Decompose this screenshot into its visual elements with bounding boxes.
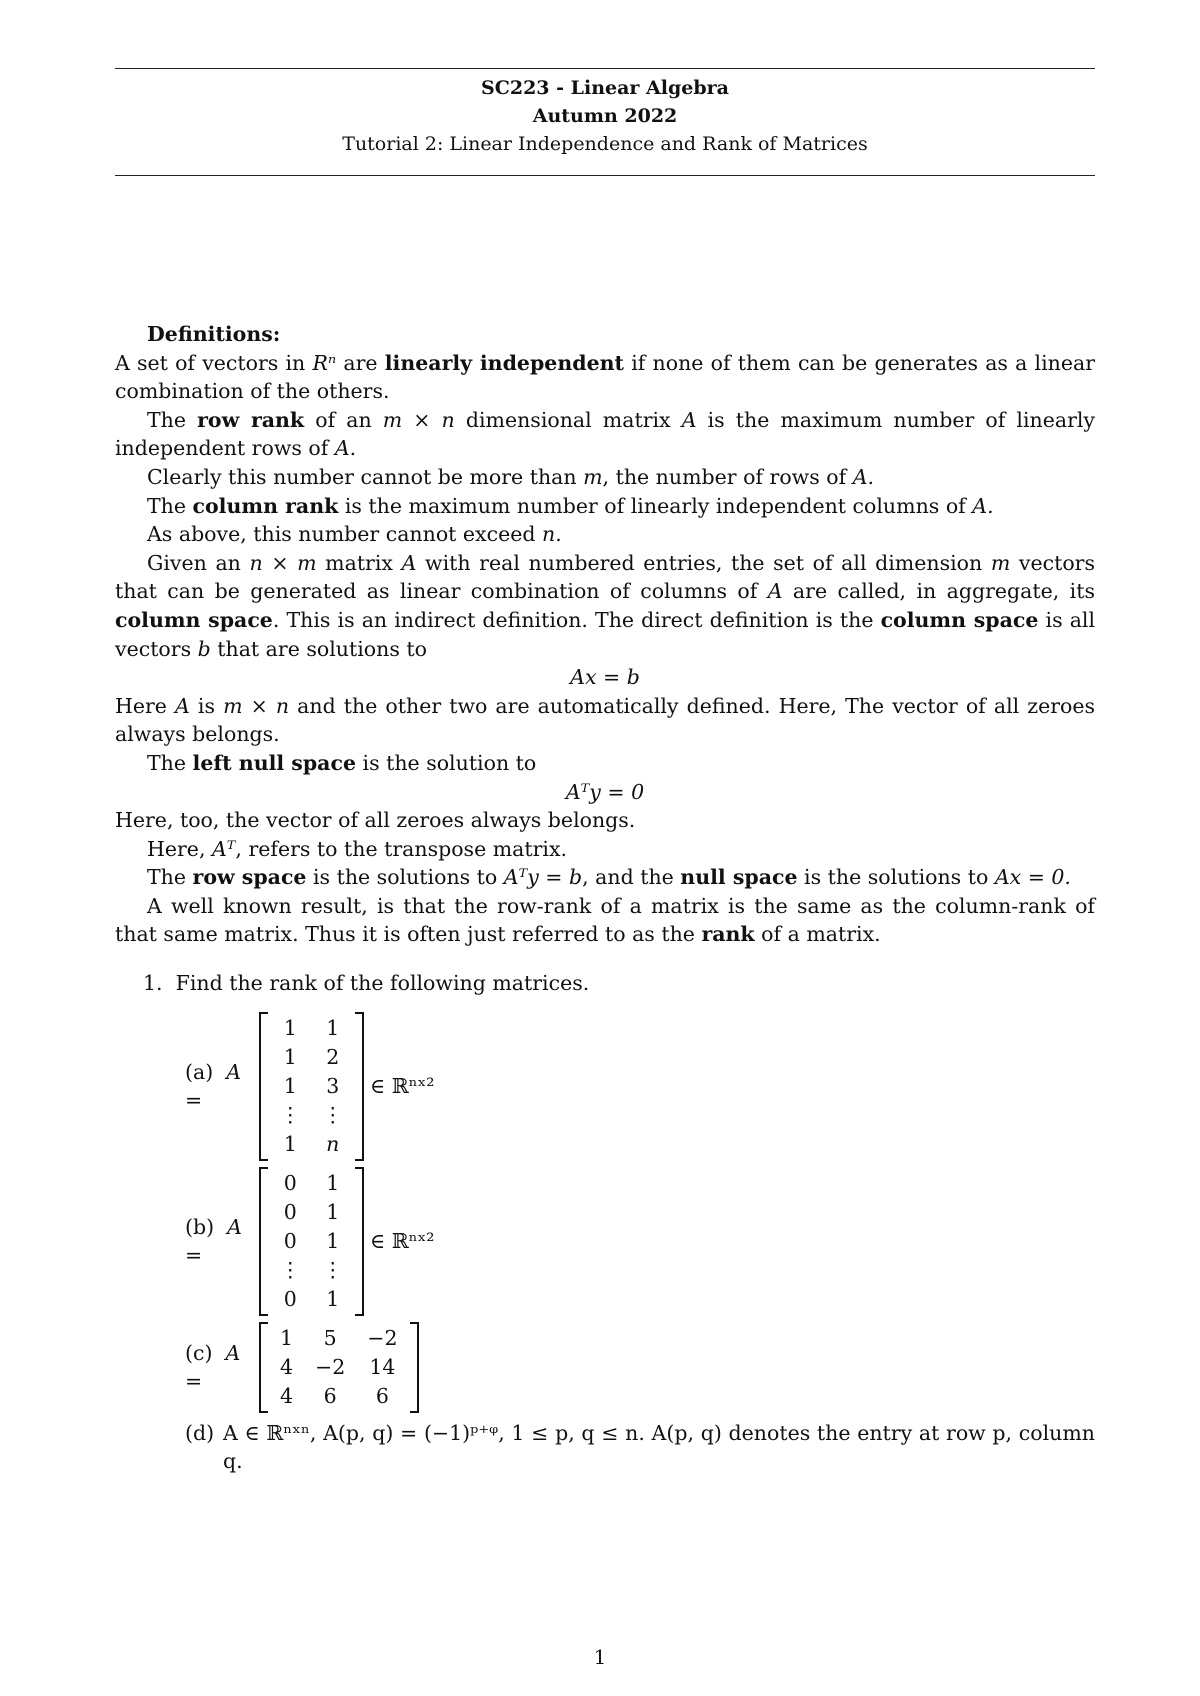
- def-column-rank: The column rank is the maximum number of linearly independent columns of A.: [147, 493, 994, 518]
- tutorial-title: Tutorial 2: Linear Independence and Rank of Matrices: [342, 133, 868, 155]
- column-rank-note: As above, this number cannot exceed n.: [147, 522, 562, 547]
- question-1: [115, 969, 1095, 1476]
- course-title: SC223 - Linear Algebra: [481, 77, 729, 99]
- matrix-c: 1 5 −2 4 −2 14 4 6 6: [259, 1322, 419, 1413]
- transpose-note: Here, Aᵀ, refers to the transpose matrix.: [147, 836, 568, 861]
- def-column-space: Given an n × m matrix A with real numbered entries, the set of all dimension m vectors that can be generated as linear combination of columns of A are called, in aggregate, its column space. This is an indirect definition. The direct definition is the column space is all vectors b that are solutions to: [115, 550, 1096, 661]
- row-rank-note: Clearly this number cannot be more than m, the number of rows of A.: [147, 464, 875, 489]
- top-rule: [115, 68, 1095, 69]
- column-space-note: Here A is m × n and the other two are automatically defined. Here, The vector of all zeroes always belongs.: [115, 693, 1095, 747]
- def-left-null-space: The left null space is the solution to: [147, 750, 537, 775]
- question-1b: (b) A = 0 1 0 1 0 1 ⋮ ⋮ 0 1 ∈ ℝⁿˣ²: [185, 1167, 1095, 1316]
- matrix-b: 0 1 0 1 0 1 ⋮ ⋮ 0 1: [259, 1167, 364, 1316]
- rank-result: A well known result, is that the row-rank of a matrix is the same as the column-rank of that same matrix. Thus it is often just referred to as the rank of a matrix.: [115, 893, 1095, 947]
- term-title: Autumn 2022: [532, 105, 678, 127]
- equation-aty-0: Aᵀy = 0: [565, 779, 645, 804]
- question-1d: (d) A ∈ ℝⁿˣⁿ, A(p, q) = (−1)ᵖ⁺ᵠ, 1 ≤ p, q ≤ n. A(p, q) denotes the entry at row p, column q.: [185, 1420, 1095, 1474]
- bottom-rule: [115, 175, 1095, 176]
- equation-ax-b: Ax = b: [570, 665, 640, 690]
- def-row-rank: The row rank of an m × n dimensional matrix A is the maximum number of linearly independent rows of A.: [115, 407, 1096, 461]
- left-null-note: Here, too, the vector of all zeroes always belongs.: [115, 808, 636, 833]
- matrix-a: 1 1 1 2 1 3 ⋮ ⋮ 1 n: [259, 1012, 364, 1161]
- question-1-text: 1. Find the rank of the following matrices.: [143, 971, 590, 996]
- definitions-heading: Definitions:: [147, 322, 281, 346]
- def-row-null-space: The row space is the solutions to Aᵀy = b, and the null space is the solutions to Ax = 0.: [147, 865, 1071, 890]
- def-linear-independence: A set of vectors in Rⁿ are linearly independent if none of them can be generates as a linear combination of the others.: [115, 350, 1096, 404]
- question-1a: (a) A = 1 1 1 2 1 3 ⋮ ⋮ 1 n ∈ ℝⁿˣ²: [185, 1012, 1095, 1161]
- page-number: 1: [593, 1645, 607, 1669]
- document-body: [115, 320, 1095, 1476]
- question-1c: (c) A = 1 5 −2 4 −2 14 4 6 6: [185, 1322, 1095, 1413]
